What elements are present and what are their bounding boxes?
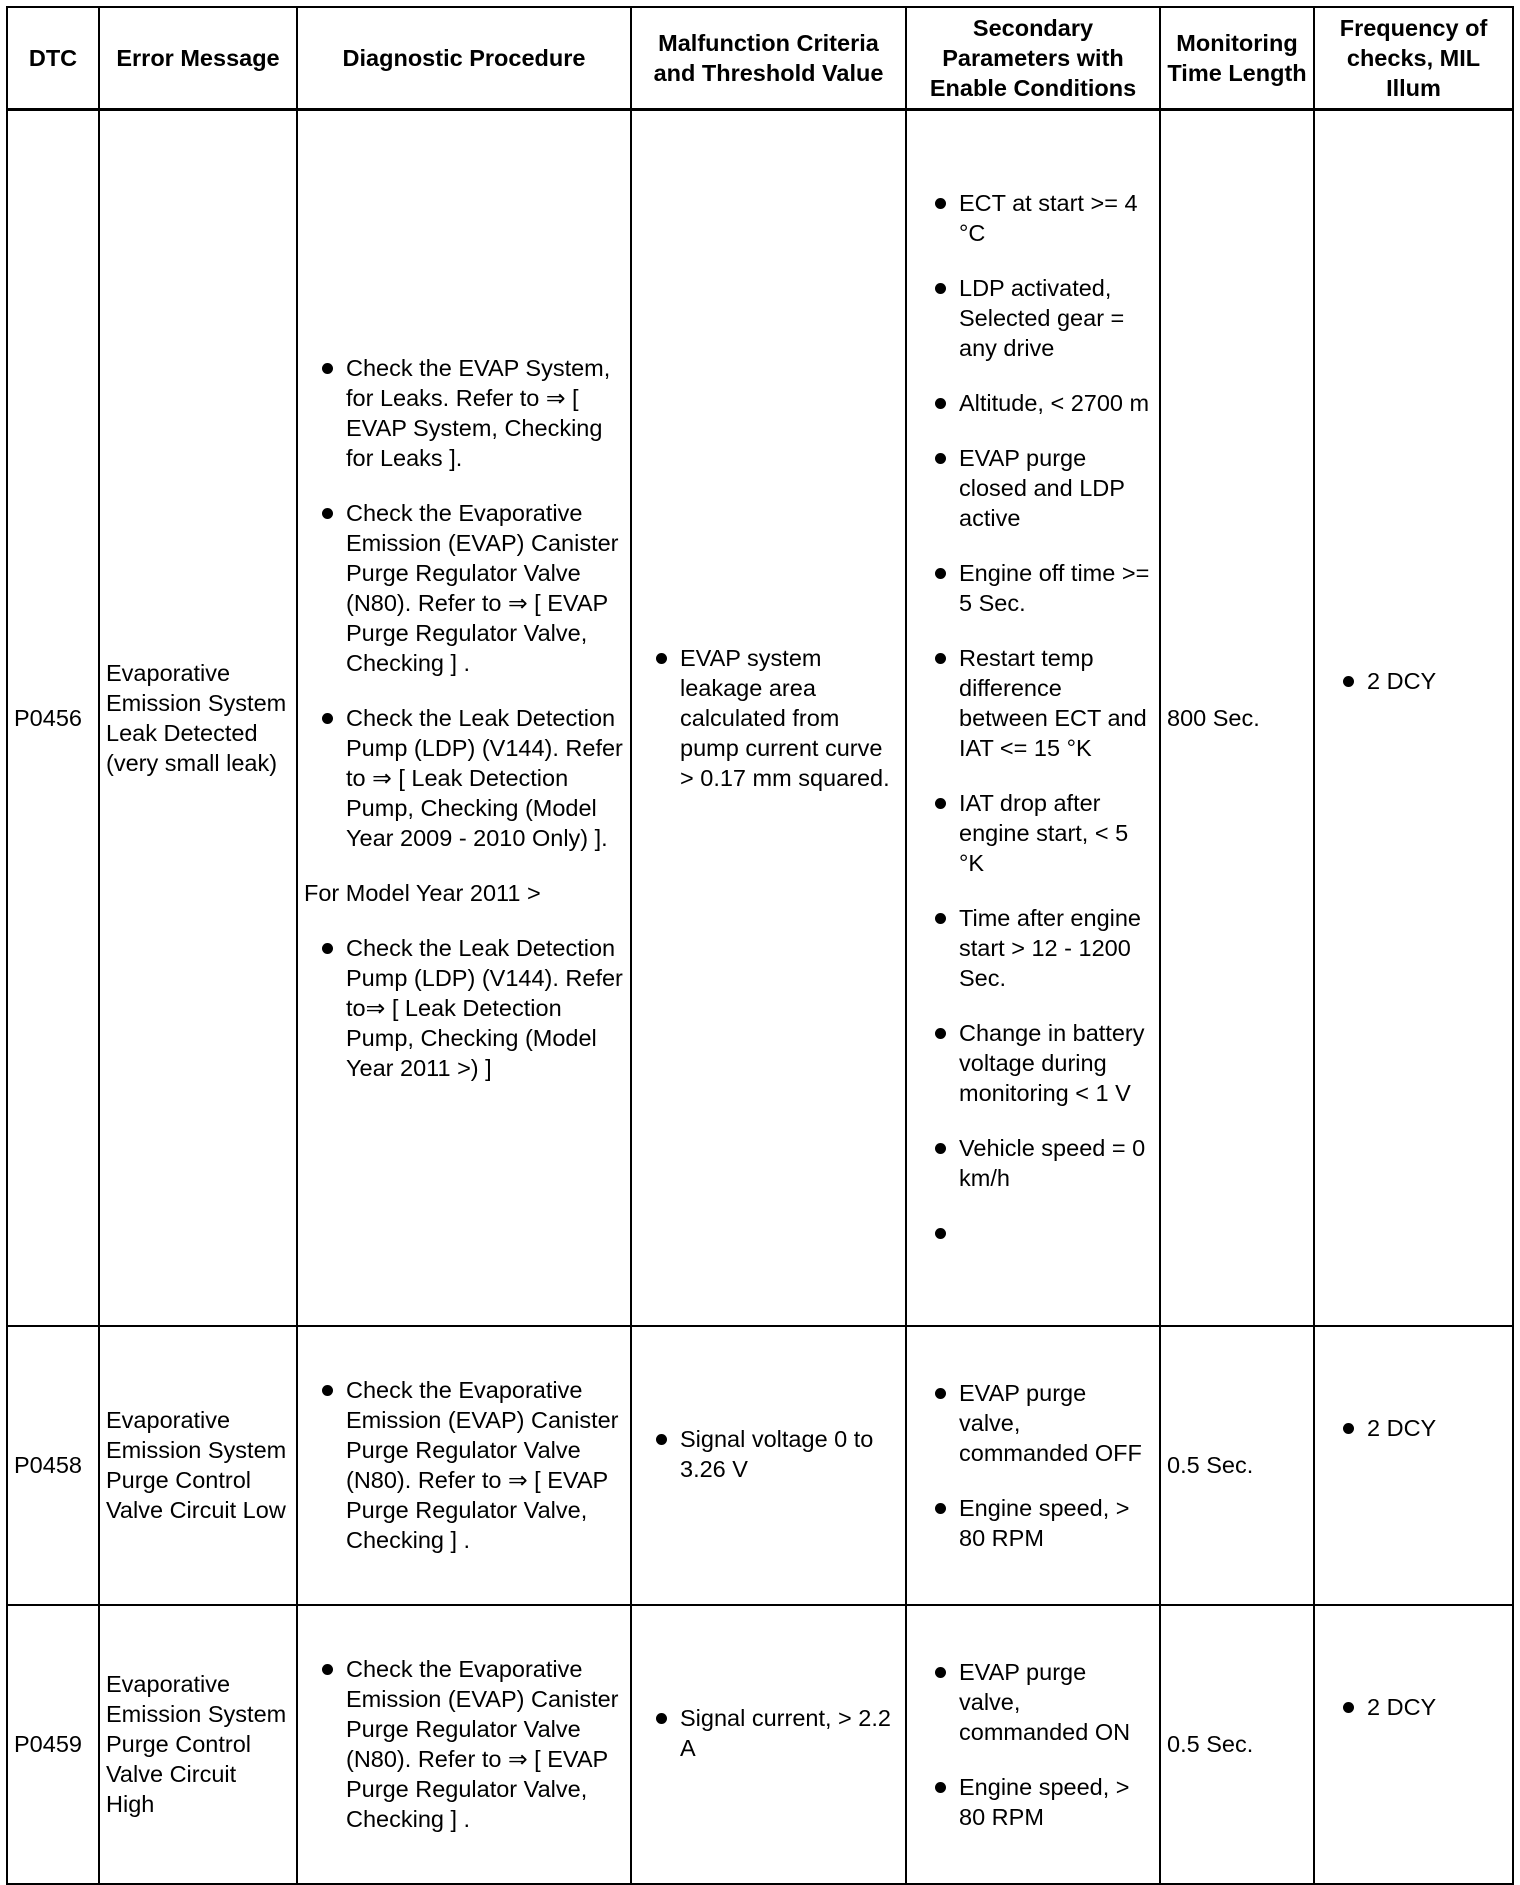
table-row	[7, 1605, 1513, 1884]
header-error-message: Error Message	[99, 7, 297, 110]
malfunction-criteria	[631, 1605, 906, 1884]
monitoring-time: 0.5 Sec.	[1160, 1326, 1314, 1605]
procedure-item: Check the Leak Detection Pump (LDP) (V144). Refer to ⇒ [ Leak Detection Pump, Checking (Model Year 2009 - 2010 Only) ].	[304, 703, 624, 853]
frequency-item: 2 DCY	[1321, 1413, 1506, 1443]
secondary-item-empty	[913, 1218, 1153, 1248]
secondary-parameters	[906, 1326, 1160, 1605]
secondary-item: Altitude, < 2700 m	[913, 388, 1153, 418]
header-monitoring-time: Monitoring Time Length	[1160, 7, 1314, 110]
secondary-list	[913, 1378, 1153, 1553]
secondary-item: Engine speed, > 80 RPM	[913, 1493, 1153, 1553]
dtc-code: P0456	[7, 110, 99, 1326]
dtc-code: P0458	[7, 1326, 99, 1605]
secondary-item: ECT at start >= 4 °C	[913, 188, 1153, 248]
malfunction-list	[638, 643, 899, 793]
malfunction-list	[638, 1424, 899, 1484]
secondary-parameters	[906, 1605, 1160, 1884]
header-frequency: Frequency of checks, MIL Illum	[1314, 7, 1513, 110]
frequency	[1314, 1326, 1513, 1605]
frequency-list	[1321, 1413, 1506, 1443]
frequency-list	[1321, 666, 1506, 696]
procedure-item: Check the Leak Detection Pump (LDP) (V144). Refer to⇒ [ Leak Detection Pump, Checking (Model Year 2011 >) ]	[304, 933, 624, 1083]
procedure-item: Check the EVAP System, for Leaks. Refer to ⇒ [ EVAP System, Checking for Leaks ].	[304, 353, 624, 473]
secondary-item: IAT drop after engine start, < 5 °K	[913, 788, 1153, 878]
procedure-list	[304, 933, 624, 1083]
diagnostic-procedure	[297, 1605, 631, 1884]
frequency-item: 2 DCY	[1321, 666, 1506, 696]
table-row	[7, 1326, 1513, 1605]
malfunction-criteria	[631, 110, 906, 1326]
secondary-item: Engine speed, > 80 RPM	[913, 1772, 1153, 1832]
error-message: Evaporative Emission System Leak Detected (very small leak)	[99, 110, 297, 1326]
secondary-item: Vehicle speed = 0 km/h	[913, 1133, 1153, 1193]
procedure-item: Check the Evaporative Emission (EVAP) Canister Purge Regulator Valve (N80). Refer to ⇒ [ EVAP Purge Regulator Valve, Checking ] .	[304, 1375, 624, 1555]
procedure-note: For Model Year 2011 >	[304, 879, 541, 906]
frequency	[1314, 110, 1513, 1326]
procedure-list	[304, 1375, 624, 1555]
table-row	[7, 110, 1513, 1326]
secondary-item: EVAP purge valve, commanded OFF	[913, 1378, 1153, 1468]
header-diagnostic-procedure: Diagnostic Procedure	[297, 7, 631, 110]
header-secondary-parameters: Secondary Parameters with Enable Conditions	[906, 7, 1160, 110]
procedure-list	[304, 1654, 624, 1834]
secondary-item: EVAP purge valve, commanded ON	[913, 1657, 1153, 1747]
error-message: Evaporative Emission System Purge Control Valve Circuit High	[99, 1605, 297, 1884]
procedure-item: Check the Evaporative Emission (EVAP) Canister Purge Regulator Valve (N80). Refer to ⇒ [ EVAP Purge Regulator Valve, Checking ] .	[304, 1654, 624, 1834]
secondary-item: LDP activated, Selected gear = any drive	[913, 273, 1153, 363]
dtc-code: P0459	[7, 1605, 99, 1884]
header-dtc: DTC	[7, 7, 99, 110]
secondary-item: Change in battery voltage during monitoring < 1 V	[913, 1018, 1153, 1108]
secondary-item: Restart temp difference between ECT and IAT <= 15 °K	[913, 643, 1153, 763]
malfunction-item: Signal voltage 0 to 3.26 V	[638, 1424, 899, 1484]
malfunction-criteria	[631, 1326, 906, 1605]
dtc-table	[6, 6, 1514, 1885]
procedure-list	[304, 353, 624, 853]
secondary-list	[913, 188, 1153, 1248]
malfunction-item: Signal current, > 2.2 A	[638, 1703, 899, 1763]
secondary-list	[913, 1657, 1153, 1832]
header-row	[7, 7, 1513, 110]
frequency	[1314, 1605, 1513, 1884]
diagnostic-procedure	[297, 110, 631, 1326]
frequency-item: 2 DCY	[1321, 1692, 1506, 1722]
malfunction-item: EVAP system leakage area calculated from pump current curve > 0.17 mm squared.	[638, 643, 899, 793]
diagnostic-procedure	[297, 1326, 631, 1605]
secondary-item: Time after engine start > 12 - 1200 Sec.	[913, 903, 1153, 993]
header-malfunction-criteria: Malfunction Criteria and Threshold Value	[631, 7, 906, 110]
procedure-item: Check the Evaporative Emission (EVAP) Canister Purge Regulator Valve (N80). Refer to ⇒ [ EVAP Purge Regulator Valve, Checking ] .	[304, 498, 624, 678]
monitoring-time: 0.5 Sec.	[1160, 1605, 1314, 1884]
error-message: Evaporative Emission System Purge Control Valve Circuit Low	[99, 1326, 297, 1605]
secondary-parameters	[906, 110, 1160, 1326]
frequency-list	[1321, 1692, 1506, 1722]
secondary-item: EVAP purge closed and LDP active	[913, 443, 1153, 533]
secondary-item: Engine off time >= 5 Sec.	[913, 558, 1153, 618]
monitoring-time: 800 Sec.	[1160, 110, 1314, 1326]
malfunction-list	[638, 1703, 899, 1763]
